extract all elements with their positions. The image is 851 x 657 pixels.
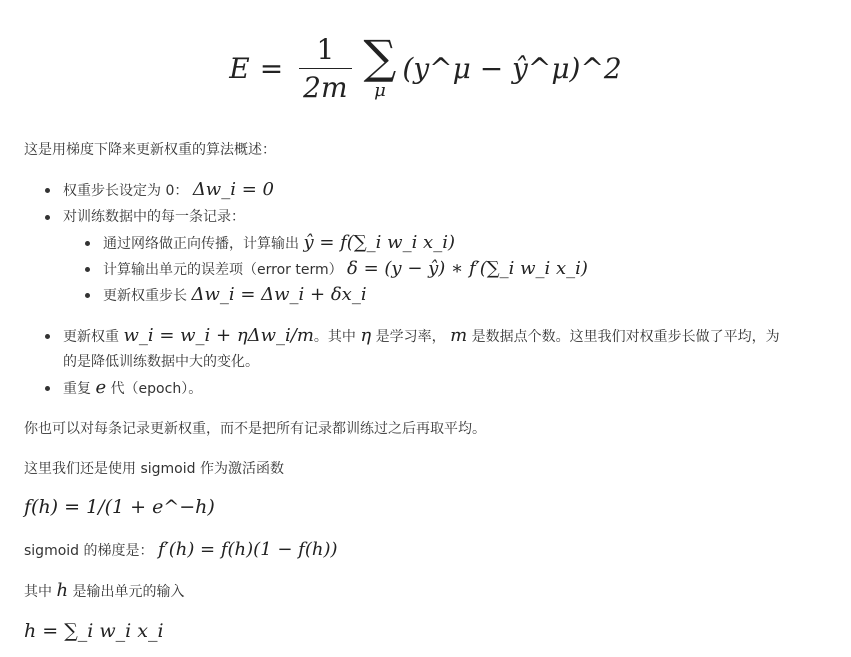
step3-formula-a: w_i = w_i + ηΔw_i/m [123, 325, 314, 346]
list-item [63, 377, 202, 400]
step3-text-b: 。其中 [313, 329, 356, 345]
paragraph-per-record: 你也可以对每条记录更新权重，而不是把所有记录都训练过之后再取平均。 [24, 421, 486, 437]
bullet-dot [45, 215, 50, 220]
sub2-text: 计算输出单元的误差项（error term） [103, 262, 343, 278]
step4-formula: e [95, 377, 107, 398]
step2-text: 对训练数据中的每一条记录： [63, 209, 245, 225]
gradient-formula: f′(h) = f(h)(1 − f(h)) [157, 539, 338, 560]
formula-equals: = [259, 51, 284, 85]
h-text-b: 是输出单元的输入 [72, 584, 185, 600]
step3-text-a: 更新权重 [63, 329, 119, 345]
bullet-dot [45, 188, 50, 193]
sigmoid-formula: f(h) = 1/(1 + e^−h) [24, 496, 215, 518]
step3-text-e: 的是降低训练数据中大的变化。 [63, 354, 259, 370]
list-item [63, 179, 274, 202]
h-text-a: 其中 [24, 584, 52, 600]
sub2-formula: δ = (y − ŷ) ∗ f′(∑_i w_i x_i) [347, 258, 588, 279]
sub1-text: 通过网络做正向传播，计算输出 [103, 236, 299, 252]
sum-symbol: ∑ [363, 30, 397, 84]
list-item [63, 206, 245, 228]
formula-lhs: E [229, 51, 250, 85]
step3-text-c: 是学习率， [375, 329, 446, 345]
h-formula: h = ∑_i w_i x_i [24, 620, 164, 642]
step4-text-b: 代（epoch）。 [110, 381, 203, 397]
summation [363, 30, 397, 102]
list-item [103, 232, 455, 255]
sub3-formula: Δw_i = Δw_i + δx_i [191, 284, 367, 305]
paragraph-sigmoid: 这里我们还是使用 sigmoid 作为激活函数 [24, 461, 284, 477]
bullet-dot [85, 267, 90, 272]
sub3-text: 更新权重步长 [103, 288, 187, 304]
fraction-numerator: 1 [316, 32, 335, 66]
formula-body: (y^μ − ŷ^μ)^2 [402, 51, 622, 85]
bullet-dot [85, 293, 90, 298]
sub1-formula: ŷ = f(∑_i w_i x_i) [303, 232, 455, 253]
list-item [103, 284, 367, 307]
formula-fraction [299, 33, 351, 104]
step3-formula-c: m [450, 325, 468, 346]
h-symbol: h [56, 580, 69, 601]
bullet-dot [45, 334, 50, 339]
list-item [63, 325, 780, 348]
list-item-continuation [63, 351, 259, 373]
intro-text: 这是用梯度下降来更新权重的算法概述： [24, 142, 276, 158]
sum-index: μ [374, 80, 386, 101]
input-definition-line [24, 580, 185, 603]
step1-text: 权重步长设定为 0： [63, 183, 189, 199]
list-item [103, 258, 588, 281]
loss-formula [0, 22, 851, 114]
bullet-dot [45, 386, 50, 391]
step3-text-d: 是数据点个数。这里我们对权重步长做了平均，为 [471, 329, 780, 345]
step3-formula-b: η [360, 325, 372, 346]
gradient-label: sigmoid 的梯度是： [24, 543, 154, 559]
step1-formula: Δw_i = 0 [192, 179, 274, 200]
bullet-dot [85, 241, 90, 246]
step4-text-a: 重复 [63, 381, 91, 397]
gradient-line [24, 539, 338, 562]
fraction-denominator: 2m [299, 68, 351, 104]
